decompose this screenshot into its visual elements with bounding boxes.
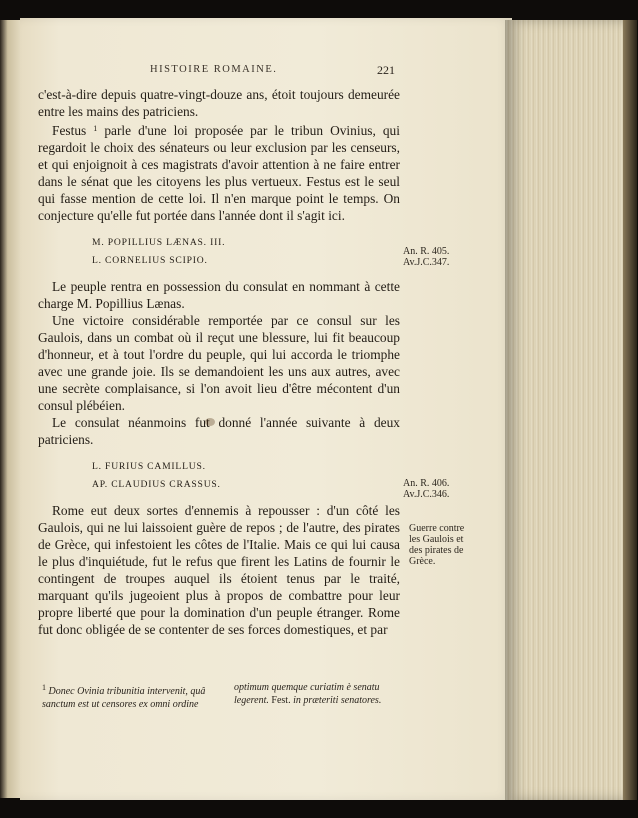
previous-page-edge (0, 20, 22, 798)
consuls-heading (92, 458, 400, 494)
consul-name: AP. CLAUDIUS CRASSUS. (92, 479, 221, 490)
consul-name: L. FURIUS CAMILLUS. (92, 461, 206, 472)
footnote-marker: 1 (93, 124, 98, 133)
footnotes (42, 681, 412, 711)
consul-name: M. POPILLIUS LÆNAS. III. (92, 237, 226, 248)
page-block-edge (505, 20, 625, 800)
margin-side-note: Guerre contre les Gaulois et des pirates de Grèce. (409, 523, 465, 567)
paragraph: Le peuple rentra en possession du consulat en nommant à cette charge M. Popillius Lænas. (38, 279, 400, 311)
paragraph: Le consulat néanmoins fut donné l'année suivante à deux patriciens. (38, 415, 400, 447)
footnote-source-rest: in præteriti senatores. (293, 695, 382, 706)
page-number: 221 (377, 63, 395, 77)
footnote-marker: 1 (42, 683, 46, 692)
consul-name: L. CORNELIUS SCIPIO. (92, 255, 208, 266)
year-rome: An. R. 406. (403, 478, 450, 489)
year-bc: Av.J.C.346. (403, 489, 450, 500)
paragraph: Une victoire considérable remportée par ce consul sur les Gaulois, dans un combat où il reçut une blessure, lui fit beaucoup d'honneur, et à tout l'ordre du peuple, qui lui accorda le triomphe avec une grande joie. Ils se demandoient les uns aux autres, avec une secrète complaisance, si l'on avoit lieu d'être mécontent d'un consul plébéien. (38, 313, 400, 413)
main-text (38, 86, 400, 638)
paragraph-text: parle d'une loi proposée par le tribun Ovinius, qui regardoit le choix des sénateurs ou leur exclusion par les censeurs, et qui enjoignoit à ces magistrats d'avoir attention à ne faire entrer dans le sénat que les citoyens les plus vertueux. Festus est le seul qui fasse mention de cette loi. Il n'en marque point le temps. On conjecture qu'elle fut portée dans l'année dont il s'agit ici. (38, 123, 400, 223)
margin-year-note (403, 246, 449, 268)
paragraph (38, 120, 400, 224)
footnote-latin: Donec Ovinia tribunitia intervenit, quâ sanctum est ut censores ex omni ordine optimum quemque curiatim è senatu legerent. (42, 682, 380, 710)
ink-smudge (205, 418, 215, 426)
footnote-source: Fest. (271, 695, 291, 706)
paragraph: Rome eut deux sortes d'ennemis à repousser : d'un côté les Gaulois, qui ne lui laissoient guère de repos ; de l'autre, des pirates de Grèce, qui infestoient les côtes de l'Italie. Mais ce qui lui causa le plus d'inquiétude, fut le refus que firent les Latins de fournir le contingent de troupes auquel ils étoient tenus par le traité, marquant qu'ils jugeoient plus à propos de combattre pour leur propre liberté que pour la domination d'un peuple étranger. Rome fut donc obligée de se contenter de ses forces domestiques, et par (38, 503, 400, 637)
consuls-heading (92, 234, 400, 270)
paragraph-lead: Festus (52, 123, 87, 138)
year-rome: An. R. 405. (403, 246, 450, 257)
running-title: HISTOIRE ROMAINE. (150, 64, 278, 75)
year-bc: Av.J.C.347. (403, 257, 450, 268)
paragraph: c'est-à-dire depuis quatre-vingt-douze ans, étoit toujours demeurée entre les mains des patriciens. (38, 87, 400, 119)
margin-year-note (403, 478, 449, 500)
